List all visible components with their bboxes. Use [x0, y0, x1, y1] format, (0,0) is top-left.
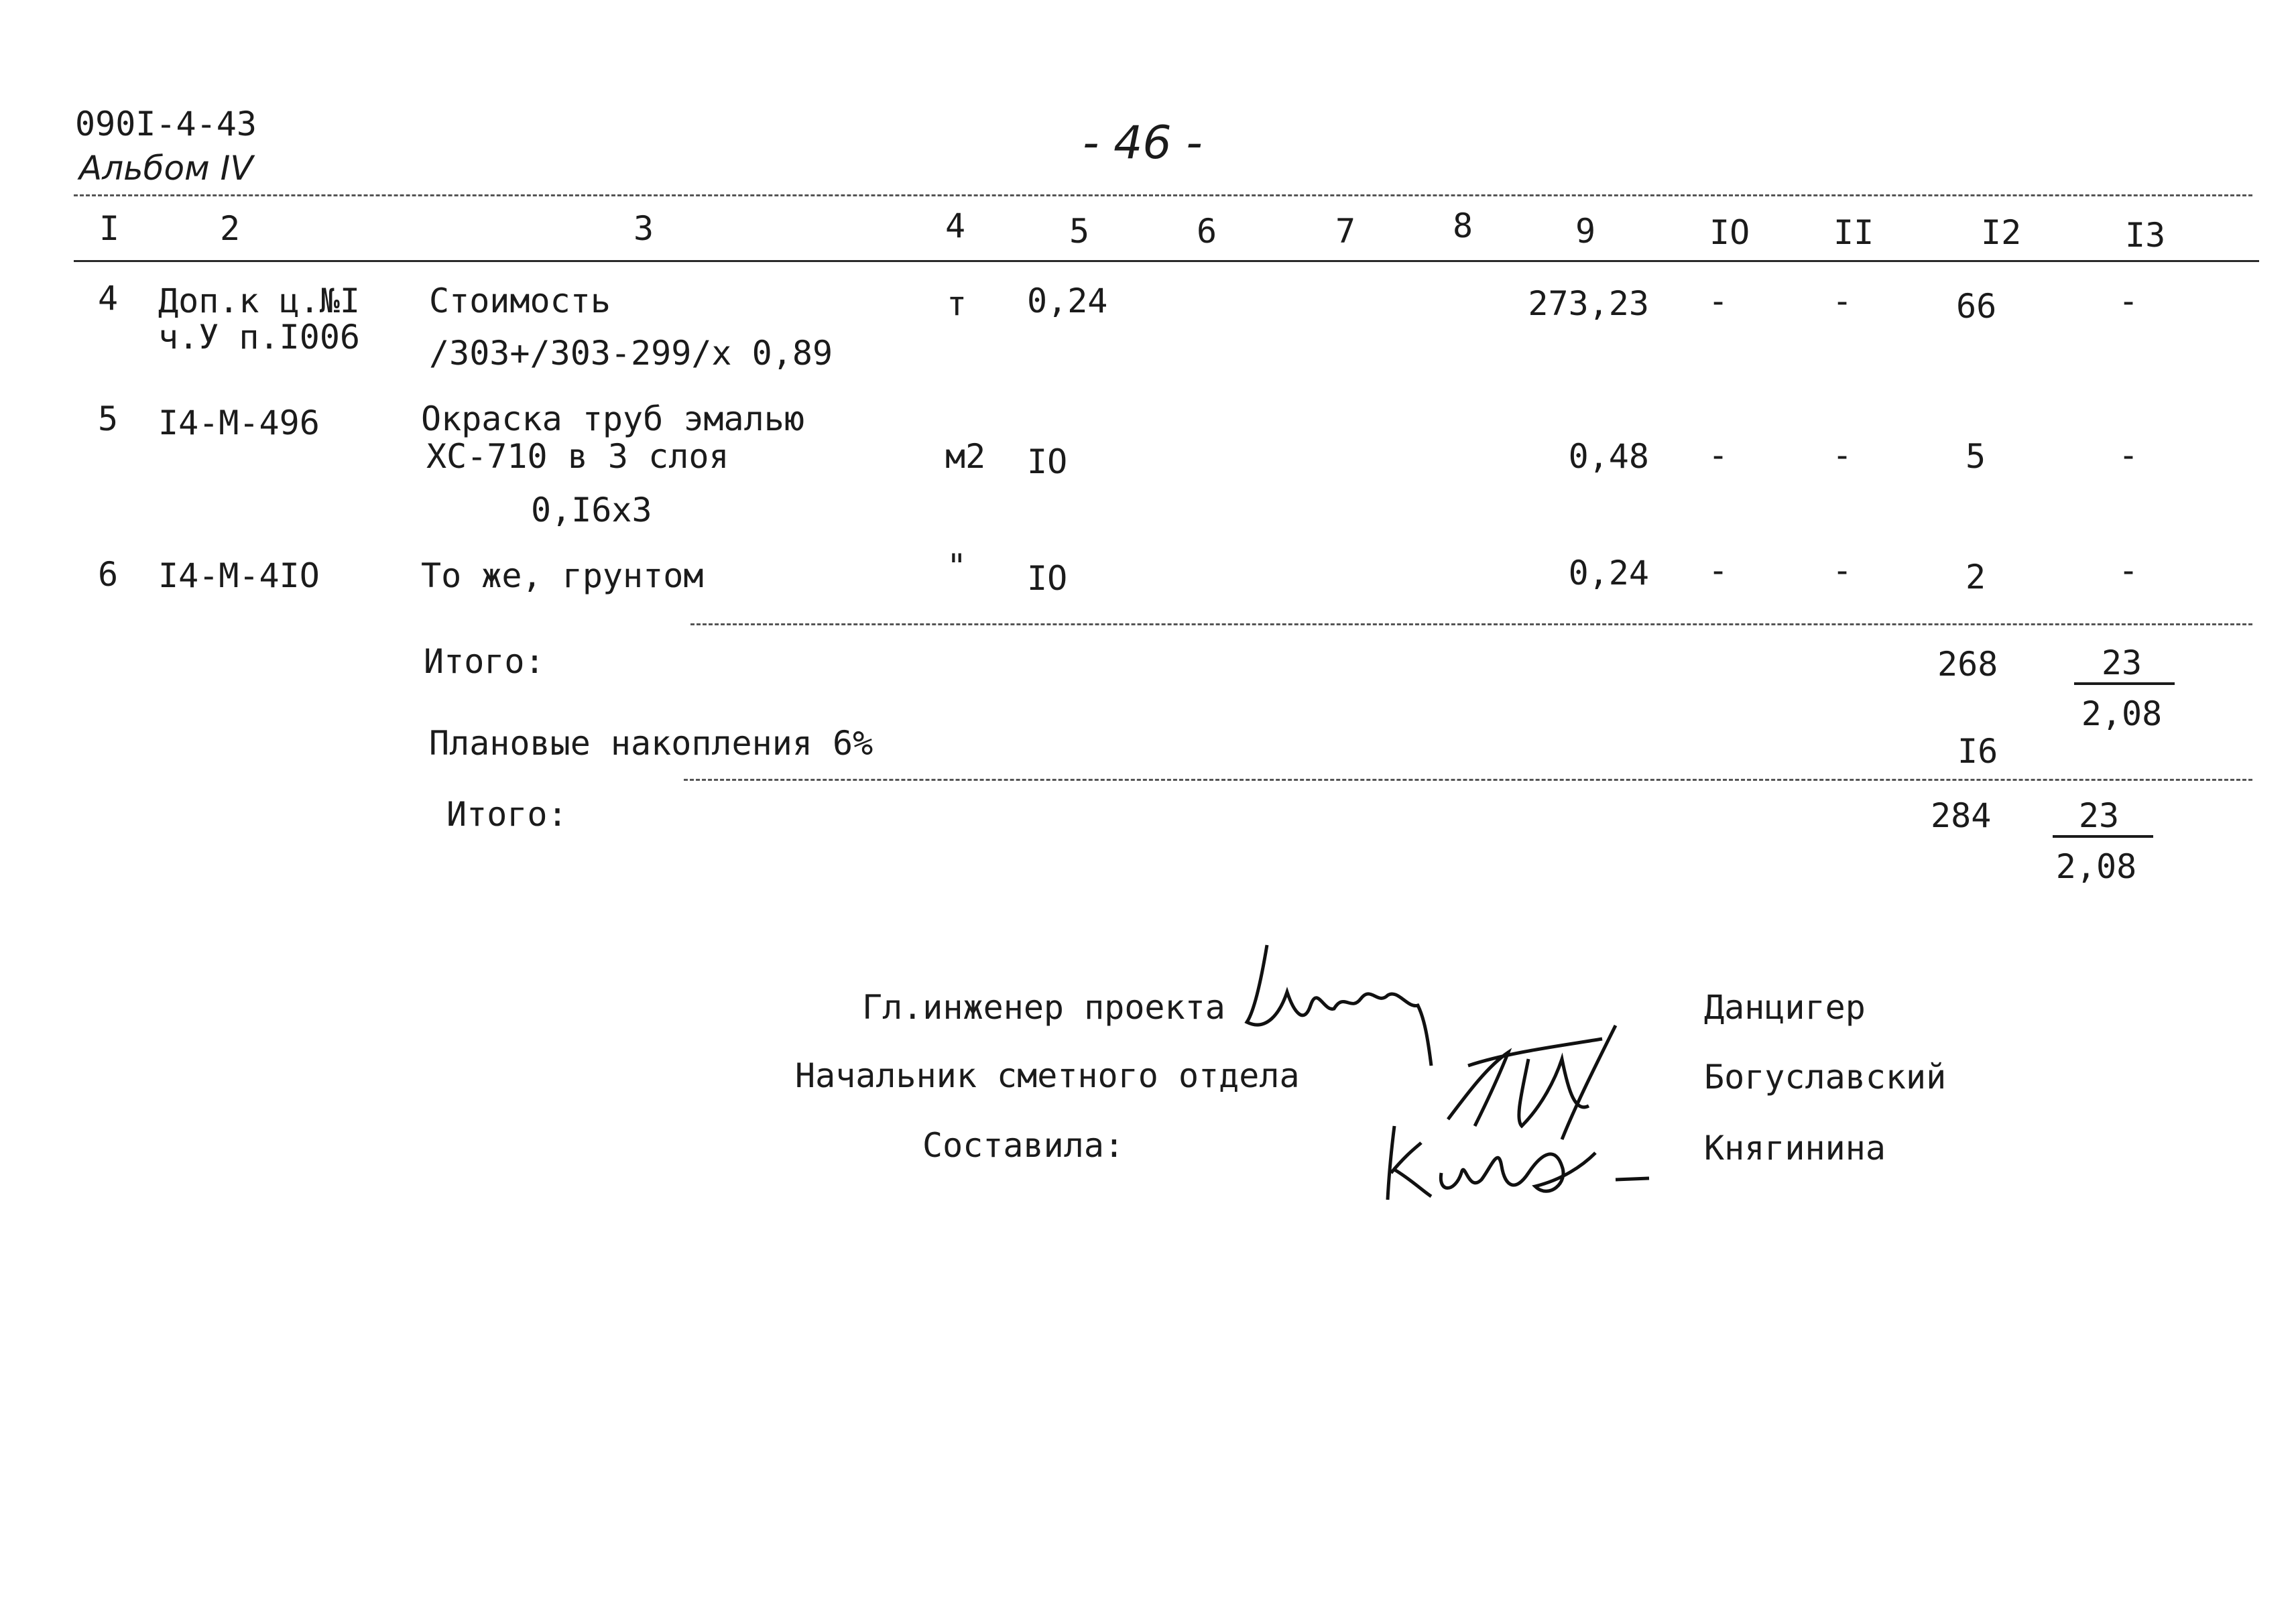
subtotal-col12: 268: [1937, 645, 1998, 684]
row-code: I4-M-4IO: [158, 556, 320, 595]
subtotal-label: Итого:: [424, 642, 545, 681]
row-col11: -: [1832, 282, 1853, 320]
album-label: Альбом IV: [79, 149, 253, 188]
column-header: II: [1833, 213, 1874, 252]
row-col13: -: [2118, 282, 2139, 320]
page-number: - 46 -: [1083, 117, 1203, 170]
fraction-bar: [2053, 835, 2153, 838]
row-code: Доп.к ц.№I: [158, 282, 361, 320]
row-quantity: IO: [1027, 442, 1068, 481]
total-label: Итого:: [446, 795, 568, 834]
column-header: 5: [1069, 212, 1090, 251]
table-rows-end-rule: [690, 623, 2252, 625]
column-header: I3: [2125, 216, 2166, 255]
column-header: 9: [1575, 212, 1596, 251]
signatory-name: Богуславский: [1704, 1058, 1947, 1097]
document-code: 090I-4-43: [75, 105, 257, 143]
row-unit: т: [947, 284, 967, 323]
column-header: 2: [220, 209, 241, 248]
row-col13: -: [2118, 436, 2139, 475]
row-code: I4-M-496: [158, 403, 320, 442]
row-col10: -: [1708, 282, 1729, 320]
table-header-rule: [74, 260, 2259, 262]
row-quantity: 0,24: [1027, 282, 1108, 320]
handwritten-signature: [1240, 932, 1441, 1079]
signatory-name: Данцигер: [1704, 988, 1866, 1027]
column-header: I: [99, 209, 120, 248]
planned-accumulations-label: Плановые накопления 6%: [429, 724, 873, 763]
column-header: 8: [1453, 206, 1473, 245]
row-description: /303+/303-299/х 0,89: [429, 334, 833, 373]
column-header: 3: [633, 209, 654, 248]
handwritten-signature: [1381, 1106, 1663, 1213]
planned-accumulations-col12: I6: [1957, 732, 1998, 771]
accumulations-rule: [684, 779, 2252, 781]
row-col9: 0,48: [1568, 437, 1649, 476]
total-col13-denominator: 2,08: [2055, 847, 2137, 886]
row-col12: 66: [1956, 287, 1997, 326]
column-header: 4: [945, 206, 966, 245]
row-unit: м2: [945, 437, 986, 476]
row-col13: -: [2118, 551, 2139, 590]
column-header: IO: [1709, 213, 1750, 252]
column-header: I2: [1981, 213, 2022, 252]
row-description: То же, грунтом: [421, 556, 704, 595]
signatory-role: Начальник сметного отдела: [795, 1056, 1300, 1095]
row-col10: -: [1708, 551, 1729, 590]
row-number: 5: [98, 399, 119, 438]
row-description: Окраска труб эмалью: [421, 399, 804, 438]
row-col12: 2: [1966, 558, 1986, 597]
row-number: 6: [98, 555, 119, 594]
total-col13-numerator: 23: [2078, 796, 2120, 835]
row-description: Стоимость: [429, 282, 611, 320]
column-header: 7: [1335, 212, 1356, 251]
fraction-bar: [2074, 682, 2175, 685]
subtotal-col13-denominator: 2,08: [2081, 694, 2163, 733]
row-number: 4: [98, 279, 119, 318]
row-col10: -: [1708, 436, 1729, 475]
column-header: 6: [1197, 212, 1217, 251]
row-col9: 0,24: [1568, 554, 1649, 592]
row-unit: ": [947, 547, 967, 586]
signatory-name: Княгинина: [1704, 1129, 1886, 1168]
total-col12: 284: [1931, 796, 1992, 835]
row-col12: 5: [1966, 437, 1986, 476]
row-code: ч.У п.I006: [158, 318, 361, 357]
row-quantity: IO: [1027, 559, 1068, 598]
signatory-role: Гл.инженер проекта: [862, 988, 1225, 1027]
row-description: ХС-710 в 3 слоя: [426, 437, 729, 476]
row-col11: -: [1832, 551, 1853, 590]
row-col11: -: [1832, 436, 1853, 475]
row-col9: 273,23: [1528, 284, 1649, 323]
table-top-rule: [74, 194, 2252, 196]
subtotal-col13-numerator: 23: [2101, 643, 2142, 682]
row-description: 0,I6х3: [531, 491, 652, 529]
signatory-role: Составила:: [922, 1126, 1125, 1165]
